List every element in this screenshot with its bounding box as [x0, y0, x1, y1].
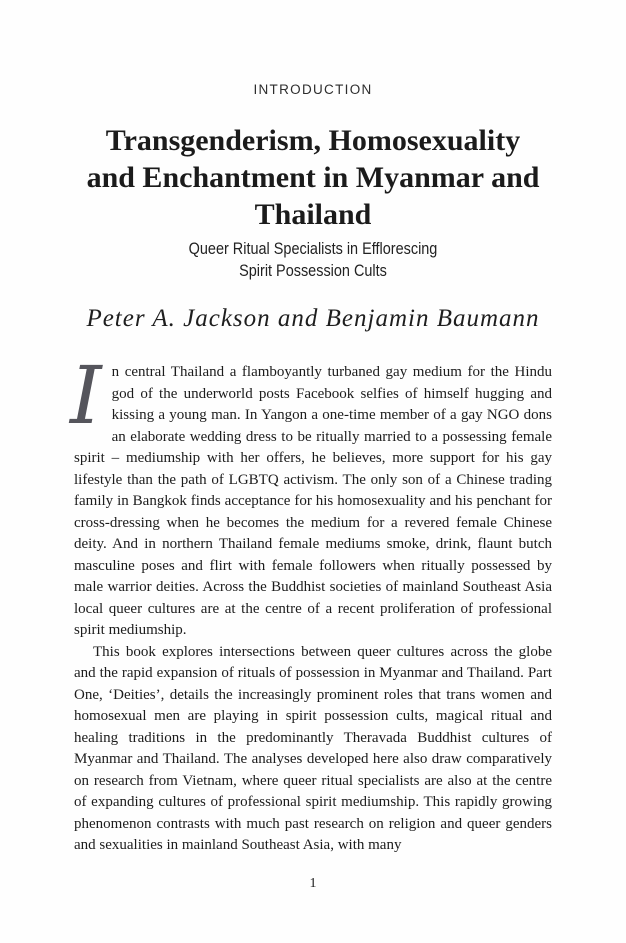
paragraph-2-text: This book explores intersections between queer cultures across the globe and the rapid expansion of rituals of possession in Myanmar and Thailand. Part One, ‘Deities’, details the increasingly prominent roles that trans women and homosexual men are playing in spirit possession cults, magical ritual and healing traditions in the predominantly Theravada Buddhist cultures of Myanmar and Thailand. The analyses developed here also draw comparatively on research from Vietnam, where queer ritual specialists are also at the centre of expanding cultures of professional spirit mediumship. This rapidly growing phenomenon contrasts with much past research on religion and queer genders and sexualities in mainland Southeast Asia, with many: [74, 643, 552, 853]
authors-byline: Peter A. Jackson and Benjamin Baumann: [86, 305, 540, 332]
subtitle-line-1: Queer Ritual Specialists in Efflorescing: [188, 239, 438, 258]
title-line-1: Transgenderism, Homosexuality: [105, 124, 521, 157]
title-line-3: Thailand: [254, 198, 372, 231]
paragraph-1: [70, 349, 552, 642]
chapter-label: INTRODUCTION: [253, 82, 373, 97]
chapter-subtitle: [74, 238, 552, 282]
chapter-title: [74, 122, 552, 233]
page-number: 1: [309, 876, 317, 891]
paragraph-1-text: n central Thailand a flamboyantly turbaned gay medium for the Hindu god of the underworld posts Facebook selfies of himself hugging and kissing a young man. In Yangon a one-time member of a gay NGO dons an elaborate wedding dress to be ritually married to a possessing female spirit – mediumship with her offers, he believes, more support for his gay lifestyle than the path of LGBTQ activism. The only son of a Chinese trading family in Bangkok finds acceptance for his homosexuality and his penchant for cross-dressing when he becomes the medium for a revered female Chinese deity. And in northern Thailand female mediums smoke, drink, flaunt butch masculine poses and flirt with female followers when ritually possessed by male warrior deities. Across the Buddhist societies of mainland Southeast Asia local queer cultures are at the centre of a recent proliferation of professional spirit mediumship.: [74, 364, 552, 638]
title-line-2: and Enchantment in Myanmar and: [86, 161, 540, 194]
paragraph-2: [74, 642, 552, 857]
body-text: [70, 349, 552, 857]
drop-cap-letter: I: [70, 349, 102, 442]
subtitle-line-2: Spirit Possession Cults: [239, 261, 387, 280]
